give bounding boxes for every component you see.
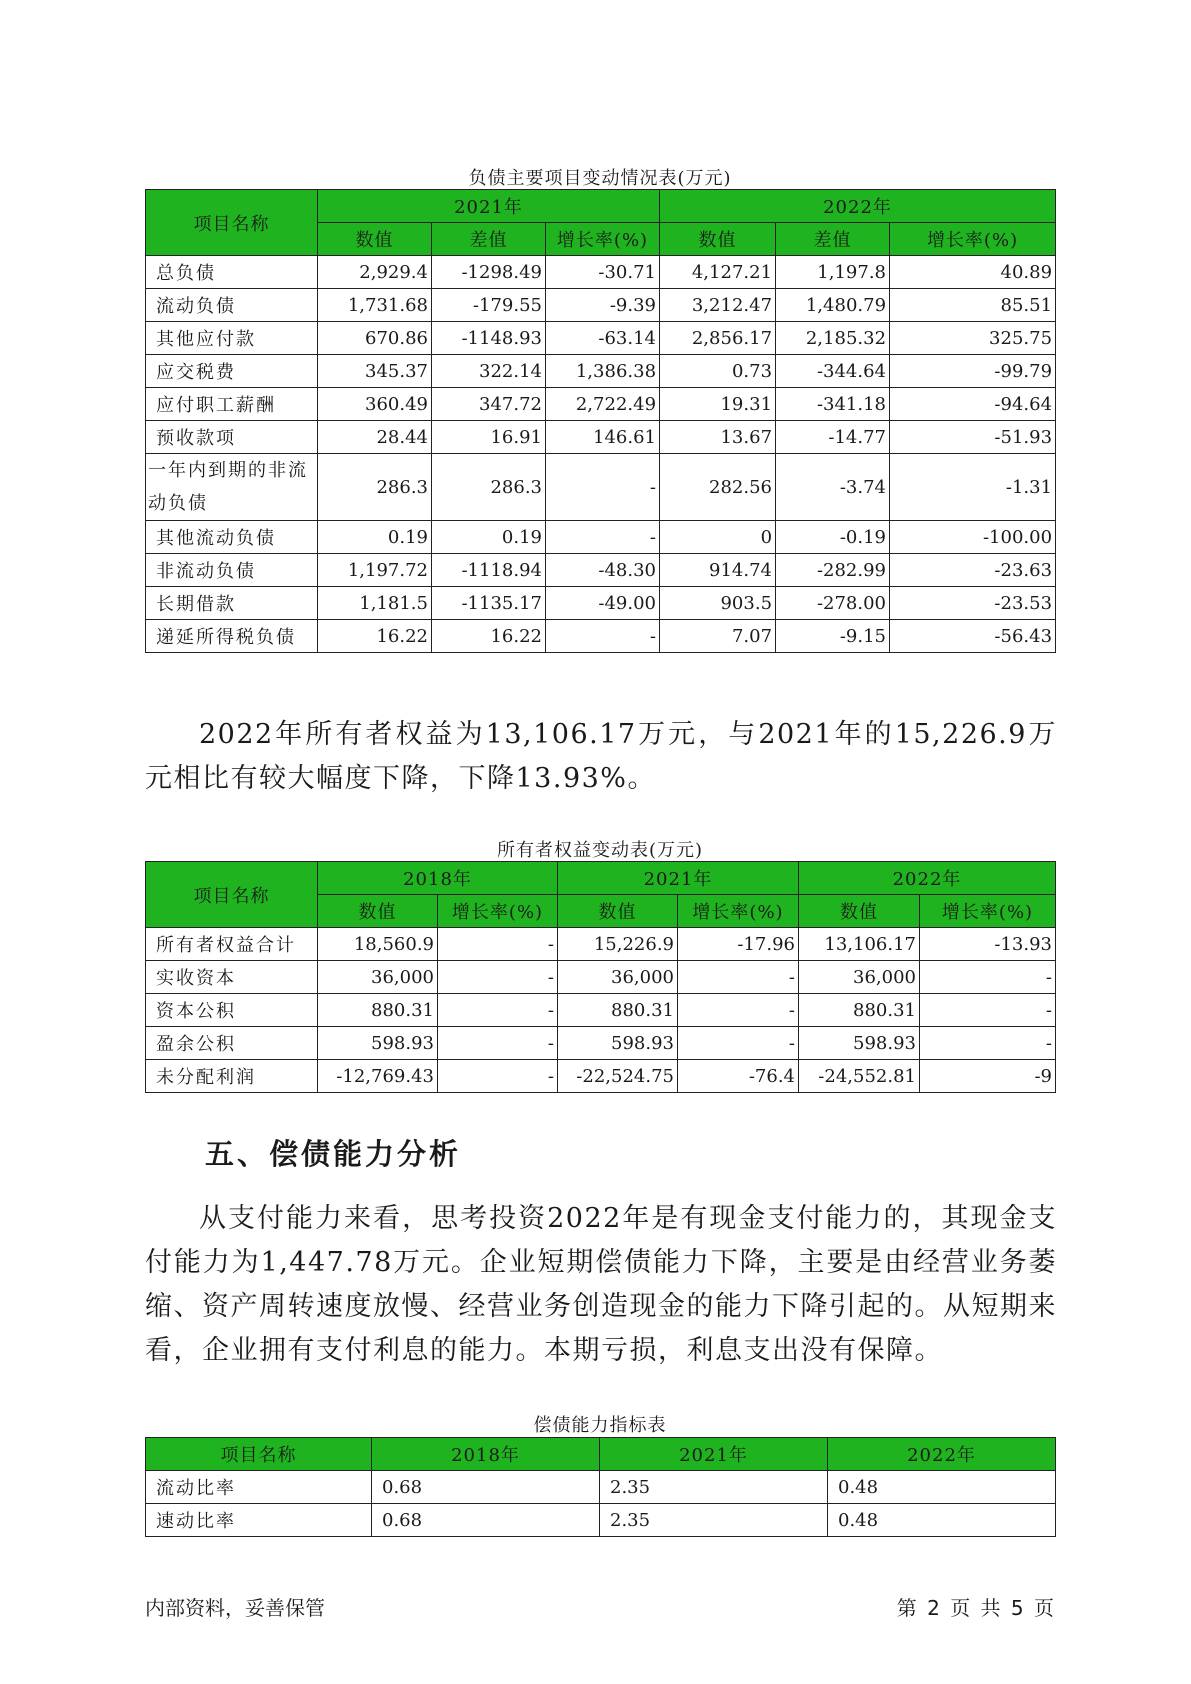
table-cell: - (920, 961, 1056, 994)
table-row (146, 554, 1056, 587)
table-cell: -1.31 (890, 454, 1056, 521)
column-header: 2018年 (372, 1438, 600, 1471)
table-cell: 7.07 (660, 620, 776, 653)
table-cell: 0.68 (372, 1471, 600, 1504)
table-cell: 880.31 (558, 994, 678, 1027)
column-header: 数值 (660, 223, 776, 256)
row-label: 流动比率 (146, 1471, 372, 1504)
table-cell: 3,212.47 (660, 289, 776, 322)
row-label: 流动负债 (146, 289, 318, 322)
table-row (146, 620, 1056, 653)
solvency-table-caption: 偿债能力指标表 (533, 1415, 667, 1436)
table-cell: 598.93 (558, 1027, 678, 1060)
column-header: 数值 (318, 895, 438, 928)
section-heading: 五、偿债能力分析 (205, 1137, 462, 1171)
table-cell: 16.22 (432, 620, 546, 653)
row-label: 实收资本 (146, 961, 318, 994)
table-cell: 322.14 (432, 355, 546, 388)
table-cell: 0.19 (318, 521, 432, 554)
table-row (146, 1504, 1056, 1537)
table-cell: 19.31 (660, 388, 776, 421)
table-cell: -14.77 (776, 421, 890, 454)
table-cell: -12,769.43 (318, 1060, 438, 1093)
table-cell: -23.63 (890, 554, 1056, 587)
table-cell: 347.72 (432, 388, 546, 421)
table-cell: - (678, 994, 799, 1027)
table-cell: 1,386.38 (546, 355, 660, 388)
table-cell: 40.89 (890, 256, 1056, 289)
column-header-item-name: 项目名称 (146, 1438, 372, 1471)
solvency-table (145, 1437, 1056, 1537)
table-cell: -9.39 (546, 289, 660, 322)
table-row (146, 256, 1056, 289)
table-cell: 880.31 (318, 994, 438, 1027)
table-cell: 2,856.17 (660, 322, 776, 355)
year-header: 2022年 (799, 862, 1056, 895)
table-cell: -9 (920, 1060, 1056, 1093)
table-cell: 36,000 (318, 961, 438, 994)
table-cell: -23.53 (890, 587, 1056, 620)
table-row (146, 421, 1056, 454)
table-cell: -100.00 (890, 521, 1056, 554)
table-cell: 598.93 (799, 1027, 920, 1060)
table-cell: - (438, 1027, 558, 1060)
table-cell: 4,127.21 (660, 256, 776, 289)
equity-table-caption: 所有者权益变动表(万元) (496, 840, 704, 861)
footer-confidential-note: 内部资料，妥善保管 (145, 1596, 325, 1620)
table-cell: 670.86 (318, 322, 432, 355)
table-cell: 2.35 (600, 1471, 828, 1504)
solvency-paragraph: 从支付能力来看，思考投资2022年是有现金支付能力的，其现金支付能力为1,447.78万元。企业短期偿债能力下降，主要是由经营业务萎缩、资产周转速度放慢、经营业务创造现金的能力下降引起的。从短期来看，企业拥有支付利息的能力。本期亏损，利息支出没有保障。 (145, 1203, 1057, 1366)
table-cell: - (438, 1060, 558, 1093)
table-row (146, 1027, 1056, 1060)
table-cell: -341.18 (776, 388, 890, 421)
table-cell: -99.79 (890, 355, 1056, 388)
table-row (146, 322, 1056, 355)
table-cell: 2.35 (600, 1504, 828, 1537)
table-cell: -1135.17 (432, 587, 546, 620)
column-header: 增长率(%) (920, 895, 1056, 928)
table-cell: -49.00 (546, 587, 660, 620)
table-cell: -56.43 (890, 620, 1056, 653)
table-cell: 282.56 (660, 454, 776, 521)
column-header: 数值 (799, 895, 920, 928)
table-row (146, 1060, 1056, 1093)
column-header: 差值 (776, 223, 890, 256)
column-header: 数值 (318, 223, 432, 256)
table-row (146, 289, 1056, 322)
row-label: 一年内到期的非流动负债 (146, 454, 318, 521)
column-header: 差值 (432, 223, 546, 256)
liability-table-caption: 负债主要项目变动情况表(万元) (468, 168, 732, 189)
table-cell: -1298.49 (432, 256, 546, 289)
table-cell: 85.51 (890, 289, 1056, 322)
column-header: 增长率(%) (438, 895, 558, 928)
table-cell: 15,226.9 (558, 928, 678, 961)
table-row (146, 454, 1056, 521)
table-cell: -48.30 (546, 554, 660, 587)
table-cell: - (438, 994, 558, 1027)
row-label: 总负债 (146, 256, 318, 289)
table-cell: 325.75 (890, 322, 1056, 355)
column-header-item-name: 项目名称 (146, 862, 318, 928)
table-cell: 598.93 (318, 1027, 438, 1060)
table-cell: 16.91 (432, 421, 546, 454)
column-header: 2021年 (600, 1438, 828, 1471)
table-cell: -1148.93 (432, 322, 546, 355)
row-label: 非流动负债 (146, 554, 318, 587)
table-row (146, 388, 1056, 421)
table-cell: -0.19 (776, 521, 890, 554)
table-cell: 2,722.49 (546, 388, 660, 421)
table-row (146, 355, 1056, 388)
row-label: 未分配利润 (146, 1060, 318, 1093)
table-cell: -24,552.81 (799, 1060, 920, 1093)
row-label: 应交税费 (146, 355, 318, 388)
row-label: 速动比率 (146, 1504, 372, 1537)
footer-page-number: 第 2 页 共 5 页 (896, 1596, 1054, 1620)
table-cell: 0.73 (660, 355, 776, 388)
table-cell: 0 (660, 521, 776, 554)
table-cell: - (438, 928, 558, 961)
table-cell: -3.74 (776, 454, 890, 521)
table-cell: -9.15 (776, 620, 890, 653)
table-cell: 13.67 (660, 421, 776, 454)
table-row (146, 1471, 1056, 1504)
table-cell: -76.4 (678, 1060, 799, 1093)
table-cell: 903.5 (660, 587, 776, 620)
table-cell: -51.93 (890, 421, 1056, 454)
row-label: 所有者权益合计 (146, 928, 318, 961)
year-header: 2018年 (318, 862, 558, 895)
table-cell: - (920, 1027, 1056, 1060)
table-cell: 360.49 (318, 388, 432, 421)
row-label: 盈余公积 (146, 1027, 318, 1060)
equity-table (145, 861, 1056, 1093)
table-cell: - (438, 961, 558, 994)
table-cell: - (546, 521, 660, 554)
table-cell: 0.48 (828, 1504, 1056, 1537)
table-cell: -282.99 (776, 554, 890, 587)
table-cell: -94.64 (890, 388, 1056, 421)
table-cell: 146.61 (546, 421, 660, 454)
table-cell: 2,185.32 (776, 322, 890, 355)
row-label: 其他应付款 (146, 322, 318, 355)
liability-table (145, 189, 1056, 653)
year-header: 2022年 (660, 190, 1056, 223)
column-header: 数值 (558, 895, 678, 928)
table-cell: 0.48 (828, 1471, 1056, 1504)
table-cell: 286.3 (432, 454, 546, 521)
table-cell: 18,560.9 (318, 928, 438, 961)
table-cell: 36,000 (558, 961, 678, 994)
table-cell: -63.14 (546, 322, 660, 355)
table-cell: -13.93 (920, 928, 1056, 961)
table-row (146, 961, 1056, 994)
table-cell: -344.64 (776, 355, 890, 388)
table-cell: 1,731.68 (318, 289, 432, 322)
table-cell: - (678, 1027, 799, 1060)
table-cell: 13,106.17 (799, 928, 920, 961)
table-cell: -30.71 (546, 256, 660, 289)
row-label: 预收款项 (146, 421, 318, 454)
row-label: 应付职工薪酬 (146, 388, 318, 421)
table-cell: 16.22 (318, 620, 432, 653)
column-header: 增长率(%) (890, 223, 1056, 256)
table-cell: - (920, 994, 1056, 1027)
table-cell: 286.3 (318, 454, 432, 521)
table-cell: 1,197.8 (776, 256, 890, 289)
table-cell: 36,000 (799, 961, 920, 994)
column-header: 2022年 (828, 1438, 1056, 1471)
table-cell: 345.37 (318, 355, 432, 388)
table-cell: 1,197.72 (318, 554, 432, 587)
table-cell: 0.19 (432, 521, 546, 554)
table-cell: 914.74 (660, 554, 776, 587)
year-header: 2021年 (558, 862, 799, 895)
table-cell: 28.44 (318, 421, 432, 454)
table-row (146, 928, 1056, 961)
table-cell: - (678, 961, 799, 994)
equity-paragraph: 2022年所有者权益为13,106.17万元，与2021年的15,226.9万元相比有较大幅度下降，下降13.93%。 (145, 719, 1057, 794)
table-cell: - (546, 454, 660, 521)
table-row (146, 994, 1056, 1027)
row-label: 长期借款 (146, 587, 318, 620)
table-cell: - (546, 620, 660, 653)
table-cell: -17.96 (678, 928, 799, 961)
table-cell: -179.55 (432, 289, 546, 322)
table-row (146, 521, 1056, 554)
column-header-item-name: 项目名称 (146, 190, 318, 256)
table-cell: 2,929.4 (318, 256, 432, 289)
row-label: 递延所得税负债 (146, 620, 318, 653)
row-label: 资本公积 (146, 994, 318, 1027)
table-cell: -22,524.75 (558, 1060, 678, 1093)
table-cell: 0.68 (372, 1504, 600, 1537)
column-header: 增长率(%) (678, 895, 799, 928)
year-header: 2021年 (318, 190, 660, 223)
table-cell: -1118.94 (432, 554, 546, 587)
table-cell: 1,480.79 (776, 289, 890, 322)
table-cell: -278.00 (776, 587, 890, 620)
row-label: 其他流动负债 (146, 521, 318, 554)
table-cell: 1,181.5 (318, 587, 432, 620)
table-cell: 880.31 (799, 994, 920, 1027)
table-row (146, 587, 1056, 620)
column-header: 增长率(%) (546, 223, 660, 256)
